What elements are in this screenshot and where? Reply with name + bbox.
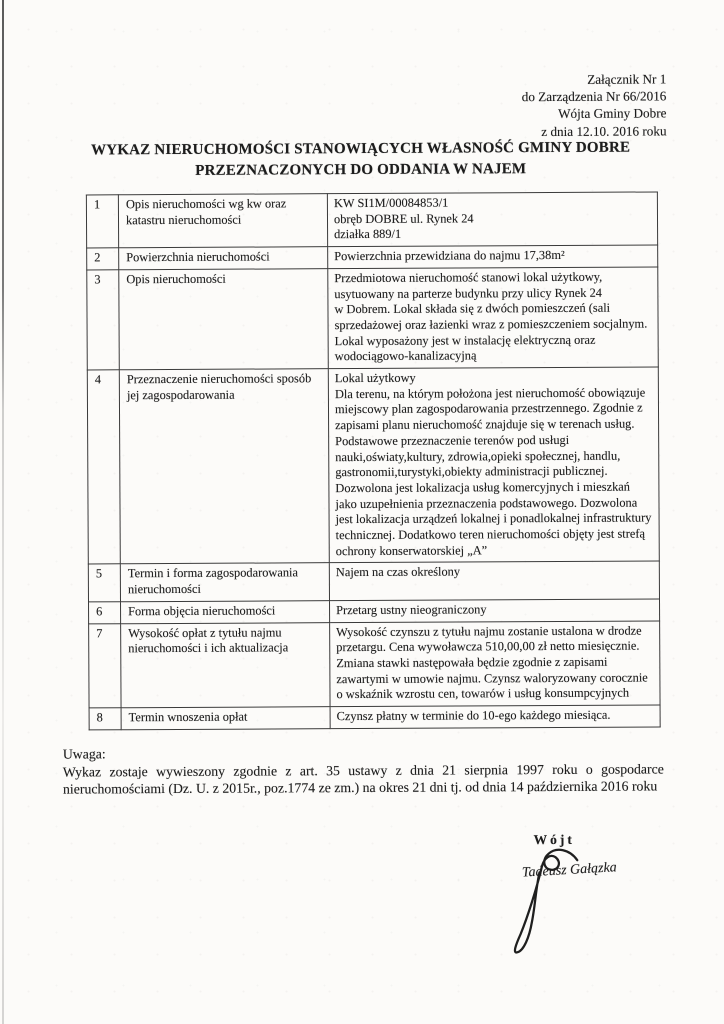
- attachment-line: z dnia 12.10. 2016 roku: [541, 123, 667, 139]
- table-row: [87, 267, 659, 370]
- attachment-line: Wójta Gminy Dobre: [558, 105, 667, 122]
- document-title-line2: PRZEZNACZONYCH DO ODDANIA W NAJEM: [195, 160, 527, 179]
- table-row: [87, 245, 658, 270]
- attachment-header: [522, 70, 667, 140]
- row-value: Lokal użytkowy Dla terenu, na którym położona jest nieruchomość obowiązuje miejscowy plan zagospodarowania przestrzennego. Zgodnie z zapisami planu nieruchomość znajduje się w terenach usług. Podstawowe przeznaczenie terenów pod usługi nauki,oświaty,kultury, zdrowia,opieki społecznej, handlu, gastronomii,turystyki,obiekty administracji publicznej. Dozwolona jest lokalizacja usług komercyjnych i mieszkań jako uzupełnienia przeznaczenia podstawowego. Dozwolona jest lokalizacja urządzeń lokalnej i ponadlokalnej infrastruktury technicznej. Dodatkowo teren nieruchomości objęty jest strefą ochrony konserwatorskiej „A”: [328, 367, 659, 563]
- signature-role-title: Wójt: [533, 831, 575, 848]
- row-number: 5: [88, 564, 120, 602]
- row-label: Przeznaczenie nieruchomości sposób jej zagospodarowania: [119, 369, 329, 565]
- row-number: 1: [86, 195, 118, 248]
- row-number: 3: [87, 270, 120, 370]
- note-heading: Uwaga:: [62, 746, 106, 762]
- row-label: Termin wnoszenia opłat: [121, 707, 330, 730]
- row-number: 7: [89, 623, 121, 708]
- table-row: [89, 599, 660, 624]
- property-table: [86, 191, 661, 730]
- document-title-line1: WYKAZ NIERUCHOMOŚCI STANOWIĄCYCH WŁASNOŚĆ GMINY DOBRE: [91, 139, 631, 159]
- handwritten-signature-icon: [491, 841, 593, 960]
- row-label: Opis nieruchomości: [119, 268, 329, 369]
- row-value: Najem na czas określony: [329, 561, 659, 600]
- row-number: 6: [89, 602, 121, 624]
- row-label: Forma objęcia nieruchomości: [121, 601, 330, 624]
- note-block: [63, 742, 664, 798]
- table-row: [88, 561, 659, 601]
- row-label: Wysokość opłat z tytułu najmu nieruchomości i ich aktualizacja: [121, 622, 330, 708]
- row-number: 4: [87, 370, 120, 565]
- row-number: 8: [89, 708, 121, 730]
- table-row: [89, 621, 660, 709]
- row-number: 2: [87, 248, 119, 270]
- row-value: Przetarg ustny nieograniczony: [329, 599, 659, 622]
- row-value: Powierzchnia przewidziana do najmu 17,38m²: [328, 245, 658, 268]
- attachment-line: Załącznik Nr 1: [587, 71, 667, 87]
- table-row: [87, 367, 659, 564]
- attachment-line: do Zarządzenia Nr 66/2016: [521, 88, 667, 105]
- row-value: Wysokość czynszu z tytułu najmu zostanie ustalona w drodze przetargu. Cena wywoławcza 510,00,00 zł netto miesięcznie. Zmiana stawki następowała będzie zgodnie z zapisami zawartymi w umowie najmu. Czynsz waloryzowany corocznie o wskaźnik wzrostu cen, towarów i usług konsumpcyjnych: [330, 621, 660, 707]
- document-title: [0, 137, 723, 182]
- table-row: [89, 705, 660, 730]
- row-value: Przedmiotowa nieruchomość stanowi lokal użytkowy, usytuowany na parterze budynku przy ulicy Rynek 24 w Dobrem. Lokal składa się z dwóch pomieszczeń (sali sprzedażowej oraz łazienki wraz z pomieszczeniem socjalnym. Lokal wyposażony jest w instalację elektryczną oraz wodociągowo-kanalizacyjną: [328, 267, 659, 369]
- signature-name: Tadeusz Gałązka: [521, 860, 618, 881]
- row-label: Opis nieruchomości wg kw oraz katastru nieruchomości: [118, 194, 327, 248]
- row-label: Powierzchnia nieruchomości: [119, 247, 328, 270]
- table-row: [86, 192, 657, 248]
- row-value: KW SI1M/00084853/1 obręb DOBRE ul. Rynek 24 działka 889/1: [327, 192, 657, 247]
- row-label: Termin i forma zagospodarowania nieruchomości: [120, 563, 329, 602]
- note-paragraph: Wykaz zostaje wywieszony zgodnie z art. 35 ustawy z dnia 21 sierpnia 1997 roku o gospodarce nieruchomościami (Dz. U. z 2015r., poz.1774 ze zm.) na okres 21 dni tj. od dnia 14 października 2016 roku: [62, 761, 664, 797]
- row-value: Czynsz płatny w terminie do 10-ego każdego miesiąca.: [330, 705, 660, 728]
